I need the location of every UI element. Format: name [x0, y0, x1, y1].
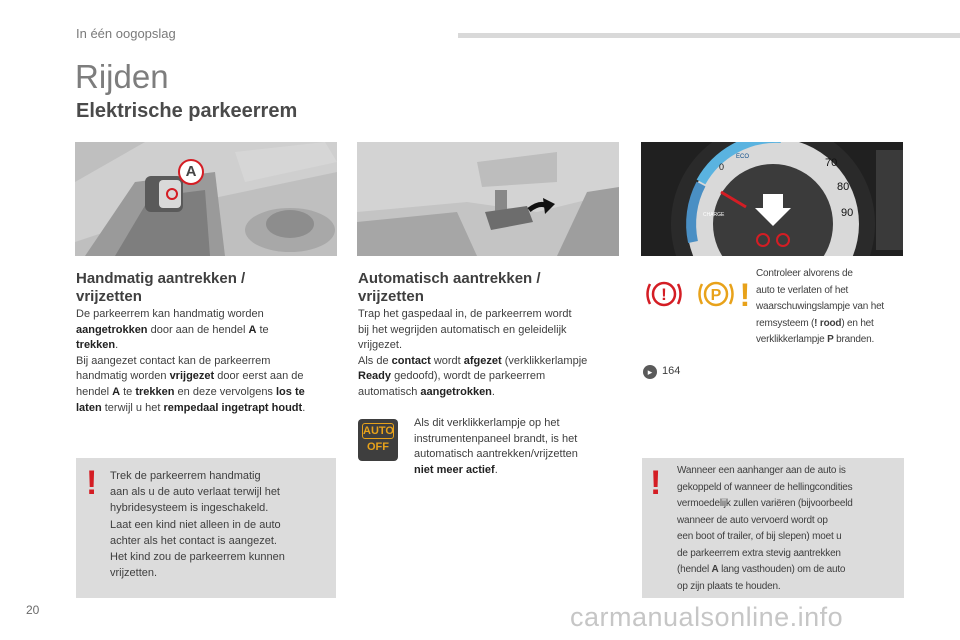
bold-term: P: [827, 334, 834, 345]
text-line: laten terwijl u het rempedaal ingetrapt houdt.: [76, 401, 306, 414]
col3-warning-box: [642, 458, 904, 598]
brake-warning-glyph: !: [661, 285, 667, 304]
col2-note: [414, 416, 634, 478]
text-line: vrijzetten.: [110, 567, 158, 580]
text-line: aan als u de auto verlaat terwijl het: [110, 486, 280, 499]
text-line: een boot of trailer, of bij slepen) moet u: [677, 531, 842, 542]
text-line: vermoedelijk zullen variëren (bijvoorbeeld: [677, 498, 853, 509]
text-line: (hendel A lang vasthouden) om de auto: [677, 564, 846, 575]
text-line: hybridesysteem is ingeschakeld.: [110, 502, 269, 515]
header-bar: [458, 33, 960, 38]
text-line: wanneer de auto vervoerd wordt op: [677, 514, 828, 526]
text-line: De parkeerrem kan handmatig worden: [76, 308, 264, 320]
col1-warning-icon: !: [86, 464, 98, 502]
col3-warning-icon: !: [650, 464, 662, 502]
text-line: Trek de parkeerrem handmatig: [110, 470, 261, 482]
col1-heading: [76, 270, 245, 306]
text-line: bij het wegrijden automatisch en geleidelijk: [358, 323, 567, 336]
bold-term: niet meer actief: [414, 463, 495, 476]
text-line: automatisch aantrekken/vrijzetten: [414, 448, 578, 461]
bold-term: Ready: [358, 370, 392, 383]
col2-body: [358, 307, 628, 401]
text-line: vrijgezet.: [358, 339, 403, 352]
text-line: instrumentenpaneel brandt, is het: [414, 432, 578, 445]
gauge-zero: 0: [719, 162, 725, 172]
text-line: niet meer actief.: [414, 463, 498, 476]
off-label: OFF: [367, 441, 389, 453]
text-line: Ready gedoofd), wordt de parkeerrem: [358, 370, 546, 383]
page-ref-number[interactable]: 164: [662, 365, 681, 377]
text-line: achter als het contact is aangezet.: [110, 534, 277, 547]
text-line: Trap het gaspedaal in, de parkeerrem wordt: [358, 308, 572, 320]
text-line: remsysteem (! rood) en het: [756, 317, 874, 329]
text-line: Als dit verklikkerlampje op het: [414, 417, 560, 429]
section-header: In één oogopslag: [76, 26, 176, 41]
text-line: Als de contact wordt afgezet (verklikkerlampje: [358, 354, 588, 367]
bold-term: trekken: [135, 385, 175, 398]
gauge-illustration: [641, 142, 903, 256]
text-line: Bij aangezet contact kan de parkeerrem: [76, 354, 271, 367]
page-ref-icon: ▸: [643, 365, 657, 379]
gauge-tick-90: 90: [841, 207, 854, 219]
pedal-illustration: [357, 142, 619, 256]
col1-heading-line2: vrijzetten: [76, 288, 142, 305]
parking-brake-icon: [694, 276, 752, 310]
bold-term: afgezet: [463, 354, 502, 367]
gauge-tick-80: 80: [837, 181, 850, 193]
text-line: gekoppeld of wanneer de hellingcondities: [677, 481, 853, 493]
brake-warning-icon: [644, 278, 684, 310]
text-line: aangetrokken door aan de hendel A te: [76, 323, 269, 336]
col1-warning-box: [76, 458, 336, 598]
col2-heading-line2: vrijzetten: [358, 288, 424, 305]
park-excl-glyph: !: [739, 277, 751, 310]
bold-term: A: [112, 385, 121, 398]
lever-illustration: [75, 142, 337, 256]
bold-term: aangetrokken: [76, 323, 148, 336]
text-line: auto te verlaten of het: [756, 284, 849, 296]
col2-heading-line1: Automatisch aantrekken /: [358, 270, 541, 287]
gauge-charge: CHARGE: [703, 212, 725, 218]
auto-label: AUTO: [363, 425, 394, 437]
text-line: Laat een kind niet alleen in de auto: [110, 518, 281, 531]
bold-term: aangetrokken: [420, 385, 492, 398]
bold-term: vrijgezet: [169, 370, 215, 383]
text-line: Wanneer een aanhanger aan de auto is: [677, 465, 846, 476]
text-line: verklikkerlampje P branden.: [756, 334, 875, 345]
bold-term: rempedaal ingetrapt houdt: [163, 401, 303, 414]
gauge-tick-70: 70: [825, 157, 838, 169]
gauge-eco: ECO: [736, 154, 750, 160]
col3-check-text: [756, 266, 956, 349]
bold-term: A: [711, 564, 719, 575]
text-line: Controleer alvorens de: [756, 268, 853, 279]
page-title: Rijden: [75, 58, 169, 95]
page-subtitle: Elektrische parkeerrem: [76, 100, 298, 122]
text-line: de parkeerrem extra stevig aantrekken: [677, 547, 841, 559]
park-p-glyph: P: [710, 287, 722, 304]
text-line: automatisch aangetrokken.: [358, 385, 495, 398]
text-line: op zijn plaats te houden.: [677, 580, 781, 592]
text-line: trekken.: [76, 339, 119, 352]
watermark: carmanualsonline.info: [570, 602, 844, 632]
text-line: hendel A te trekken en deze vervolgens los te: [76, 385, 305, 398]
col2-heading: [358, 270, 541, 306]
callout-a: A: [178, 159, 204, 185]
col1-warning-text: [110, 468, 332, 581]
bold-term: trekken: [76, 339, 116, 352]
auto-off-icon: [358, 419, 398, 461]
text-line: Het kind zou de parkeerrem kunnen: [110, 551, 285, 564]
bold-term: A: [248, 323, 257, 336]
col3-warning-text: [677, 463, 902, 595]
col1-heading-line1: Handmatig aantrekken /: [76, 270, 246, 287]
text-line: handmatig worden vrijgezet door eerst aan de: [76, 370, 304, 383]
bold-term: ! rood: [814, 317, 842, 329]
page-number: 20: [26, 603, 40, 617]
col1-body: [76, 307, 346, 416]
bold-term: laten: [76, 401, 102, 414]
bold-term: contact: [391, 354, 431, 367]
bold-term: los te: [276, 385, 305, 398]
text-line: waarschuwingslampje van het: [756, 301, 885, 312]
